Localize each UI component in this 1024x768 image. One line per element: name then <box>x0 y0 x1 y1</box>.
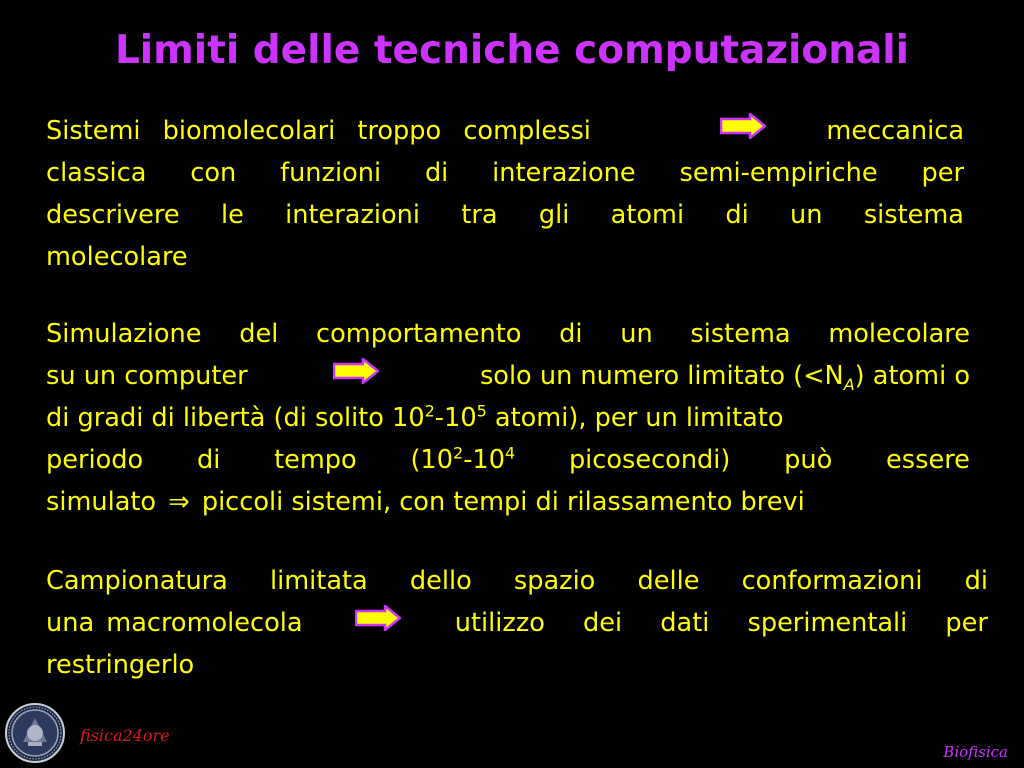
p2-l2-c: ) atomi o <box>854 361 970 391</box>
p2-line-4 <box>46 439 970 481</box>
p2-l5-b: piccoli sistemi, con tempi di rilassamento brevi <box>201 487 805 517</box>
p2-line-1 <box>46 313 970 355</box>
p2-l3-c: atomi), per un limitato <box>486 403 784 433</box>
p2-l4-sup2: 4 <box>505 443 516 463</box>
implies-symbol: ⇒ <box>168 487 190 517</box>
p3-l2-w0: utilizzo <box>454 608 545 638</box>
p3-l1-w3: spazio <box>513 566 596 596</box>
right-arrow-icon <box>355 605 401 631</box>
p2-line-3 <box>46 397 970 439</box>
right-arrow-icon <box>333 358 379 384</box>
p2-line-5 <box>46 481 970 523</box>
p3-l1-w0: Campionatura <box>46 566 228 596</box>
p1-l3-w1: le <box>220 200 244 230</box>
footer-site-name: fisica24ore <box>80 726 170 745</box>
p2-l3-sup2: 5 <box>476 401 487 421</box>
p3-l2-w4: per <box>945 608 988 638</box>
p2-l3-sup1: 2 <box>424 401 435 421</box>
p3-l1-w1: limitata <box>270 566 368 596</box>
p1-l3-w7: un <box>790 200 823 230</box>
p2-l1-w0: Simulazione <box>46 319 202 349</box>
p2-l4-b: di <box>196 445 221 475</box>
p1-l2-w3: di <box>424 158 449 188</box>
p3-l2-w3: sperimentali <box>747 608 908 638</box>
p2-l1-w4: un <box>620 319 653 349</box>
p2-l3-a: di gradi di libertà (di solito 10 <box>46 403 425 433</box>
slide-title: Limiti delle tecniche computazionali <box>114 28 910 73</box>
p1-l3-w5: atomi <box>610 200 685 230</box>
p3-l2-a: una macromolecola <box>46 608 303 638</box>
p3-line-3: restringerlo <box>46 650 195 680</box>
p3-line-2 <box>46 602 988 644</box>
p1-l2-w5: semi-empiriche <box>679 158 878 188</box>
p1-l2-w1: con <box>190 158 237 188</box>
right-arrow-icon <box>720 113 766 139</box>
p2-l2-sub: A <box>843 375 855 395</box>
p3-line-1 <box>46 560 988 602</box>
p2-l4-c: tempo <box>274 445 357 475</box>
p2-l4-g: può <box>784 445 833 475</box>
p2-l4-d: (10 <box>410 445 453 475</box>
paragraph-campionatura <box>46 560 988 686</box>
p1-line-3 <box>46 194 964 236</box>
p1-l3-w3: tra <box>461 200 498 230</box>
p2-l2-b-group <box>480 355 970 397</box>
p1-line1-word: Sistemi biomolecolari troppo complessi <box>46 116 591 146</box>
p2-l4-a: periodo <box>46 445 144 475</box>
p3-l1-w4: delle <box>637 566 700 596</box>
p1-line-1 <box>46 110 964 152</box>
university-seal-logo <box>4 702 66 764</box>
p1-l3-w8: sistema <box>863 200 964 230</box>
p1-line1-tail: meccanica <box>826 116 964 146</box>
p1-l2-w0: classica <box>46 158 147 188</box>
p2-l1-w6: molecolare <box>828 319 970 349</box>
p2-l4-range <box>410 439 515 481</box>
p1-l2-w4: interazione <box>492 158 636 188</box>
p2-l4-e: -10 <box>463 445 505 475</box>
p2-l4-f: picosecondi) <box>568 445 731 475</box>
p2-l5-a: simulato <box>46 487 157 517</box>
p3-l2-w1: dei <box>583 608 623 638</box>
p3-l1-w5: conformazioni <box>741 566 923 596</box>
p1-line-2 <box>46 152 964 194</box>
p1-line-4: molecolare <box>46 242 188 272</box>
p1-l3-w2: interazioni <box>285 200 420 230</box>
footer-course-name: Biofisica <box>943 743 1008 761</box>
p2-l3-b: -10 <box>434 403 477 433</box>
p2-line-2 <box>46 355 970 397</box>
paragraph-sistemi <box>46 110 964 278</box>
p3-l1-w6: di <box>964 566 988 596</box>
p2-l4-h: essere <box>886 445 970 475</box>
p1-l2-w2: funzioni <box>280 158 382 188</box>
p2-l2-b: solo un numero limitato (<N <box>479 361 844 391</box>
p2-l1-w2: comportamento <box>316 319 522 349</box>
p2-l4-sup1: 2 <box>453 443 464 463</box>
p3-l2-w2: dati <box>660 608 710 638</box>
p1-l2-w6: per <box>921 158 964 188</box>
p2-l1-w5: sistema <box>690 319 791 349</box>
p2-l1-w1: del <box>239 319 279 349</box>
p2-l2-a: su un computer <box>46 361 248 391</box>
p1-l3-w0: descrivere <box>46 200 180 230</box>
p1-l3-w4: gli <box>538 200 570 230</box>
paragraph-simulazione <box>46 313 970 523</box>
p1-l3-w6: di <box>725 200 749 230</box>
p3-l1-w2: dello <box>409 566 472 596</box>
p2-l1-w3: di <box>559 319 583 349</box>
